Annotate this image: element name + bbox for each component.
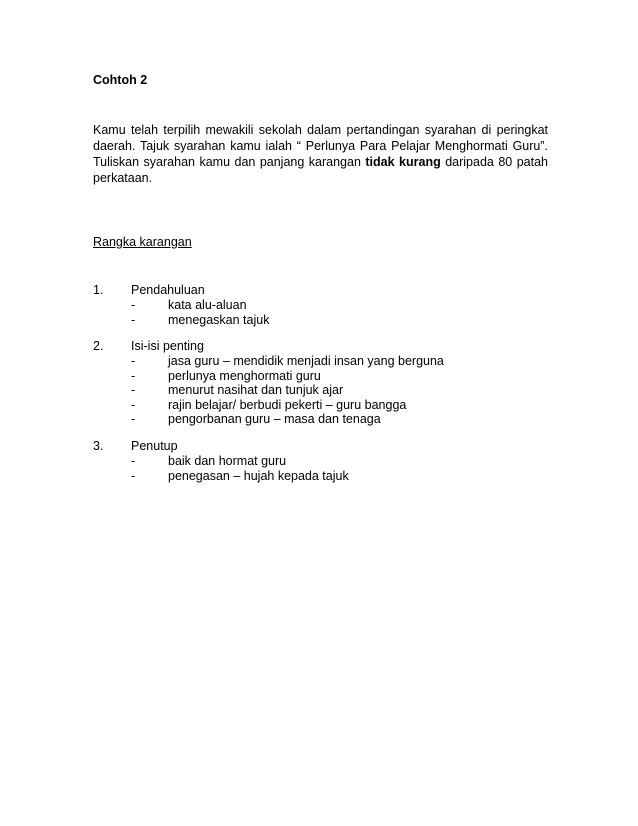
- outline-section-penutup: [93, 438, 548, 483]
- list-item: [93, 412, 548, 427]
- bullet-dash: -: [131, 454, 136, 468]
- section-number: 1.: [93, 283, 104, 297]
- bullet-dash: -: [131, 468, 136, 483]
- bullet-text: pengorbanan guru – masa dan tenaga: [168, 412, 381, 427]
- section-label: Penutup: [131, 439, 178, 453]
- section-number: 3.: [93, 439, 104, 453]
- bullet-dash: -: [131, 312, 136, 327]
- list-item: [93, 454, 548, 469]
- list-item: [93, 313, 548, 328]
- bullet-dash: -: [131, 383, 136, 398]
- bullet-dash: -: [131, 412, 136, 427]
- intro-bold-phrase: tidak kurang: [365, 155, 441, 169]
- document-page: [93, 0, 548, 826]
- section-label: Pendahuluan: [131, 283, 205, 297]
- bullet-dash: -: [131, 397, 136, 412]
- bullet-text: perlunya menghormati guru: [168, 368, 321, 383]
- list-item: [93, 298, 548, 313]
- section-number: 2.: [93, 339, 104, 353]
- outline-section-pendahuluan: [93, 282, 548, 327]
- list-item: [93, 398, 548, 413]
- outline-section-isi-isi-penting: [93, 338, 548, 427]
- bullet-dash: -: [131, 368, 136, 383]
- list-item: [93, 383, 548, 398]
- section-header: [93, 338, 548, 354]
- list-item: [93, 469, 548, 484]
- bullet-text: kata alu-aluan: [168, 298, 247, 312]
- bullet-text: menurut nasihat dan tunjuk ajar: [168, 383, 344, 398]
- list-item: [93, 369, 548, 384]
- bullet-text: rajin belajar/ berbudi pekerti – guru bangga: [168, 397, 407, 412]
- section-header: [93, 282, 548, 298]
- bullet-text: jasa guru – mendidik menjadi insan yang berguna: [168, 354, 444, 368]
- bullet-text: baik dan hormat guru: [168, 454, 287, 468]
- bullet-dash: -: [131, 298, 136, 312]
- section-label: Isi-isi penting: [131, 339, 204, 353]
- intro-text-before: Kamu telah terpilih mewakili sekolah dalam pertandingan syarahan di peringkat daerah. Tajuk syarahan kamu ialah “ Perlunya Para Pelajar Menghormati Guru”. Tuliskan syarahan kamu dan panjang karangan: [93, 123, 548, 169]
- outline-title: Rangka karangan: [93, 235, 192, 249]
- list-item: [93, 354, 548, 369]
- bullet-text: penegasan – hujah kepada tajuk: [168, 468, 349, 483]
- intro-paragraph: [93, 122, 548, 186]
- document-heading: Cohtoh 2: [93, 73, 148, 87]
- bullet-dash: -: [131, 354, 136, 368]
- intro-text-after: daripada 80 patah perkataan.: [93, 155, 548, 185]
- section-header: [93, 438, 548, 454]
- bullet-text: menegaskan tajuk: [168, 312, 270, 327]
